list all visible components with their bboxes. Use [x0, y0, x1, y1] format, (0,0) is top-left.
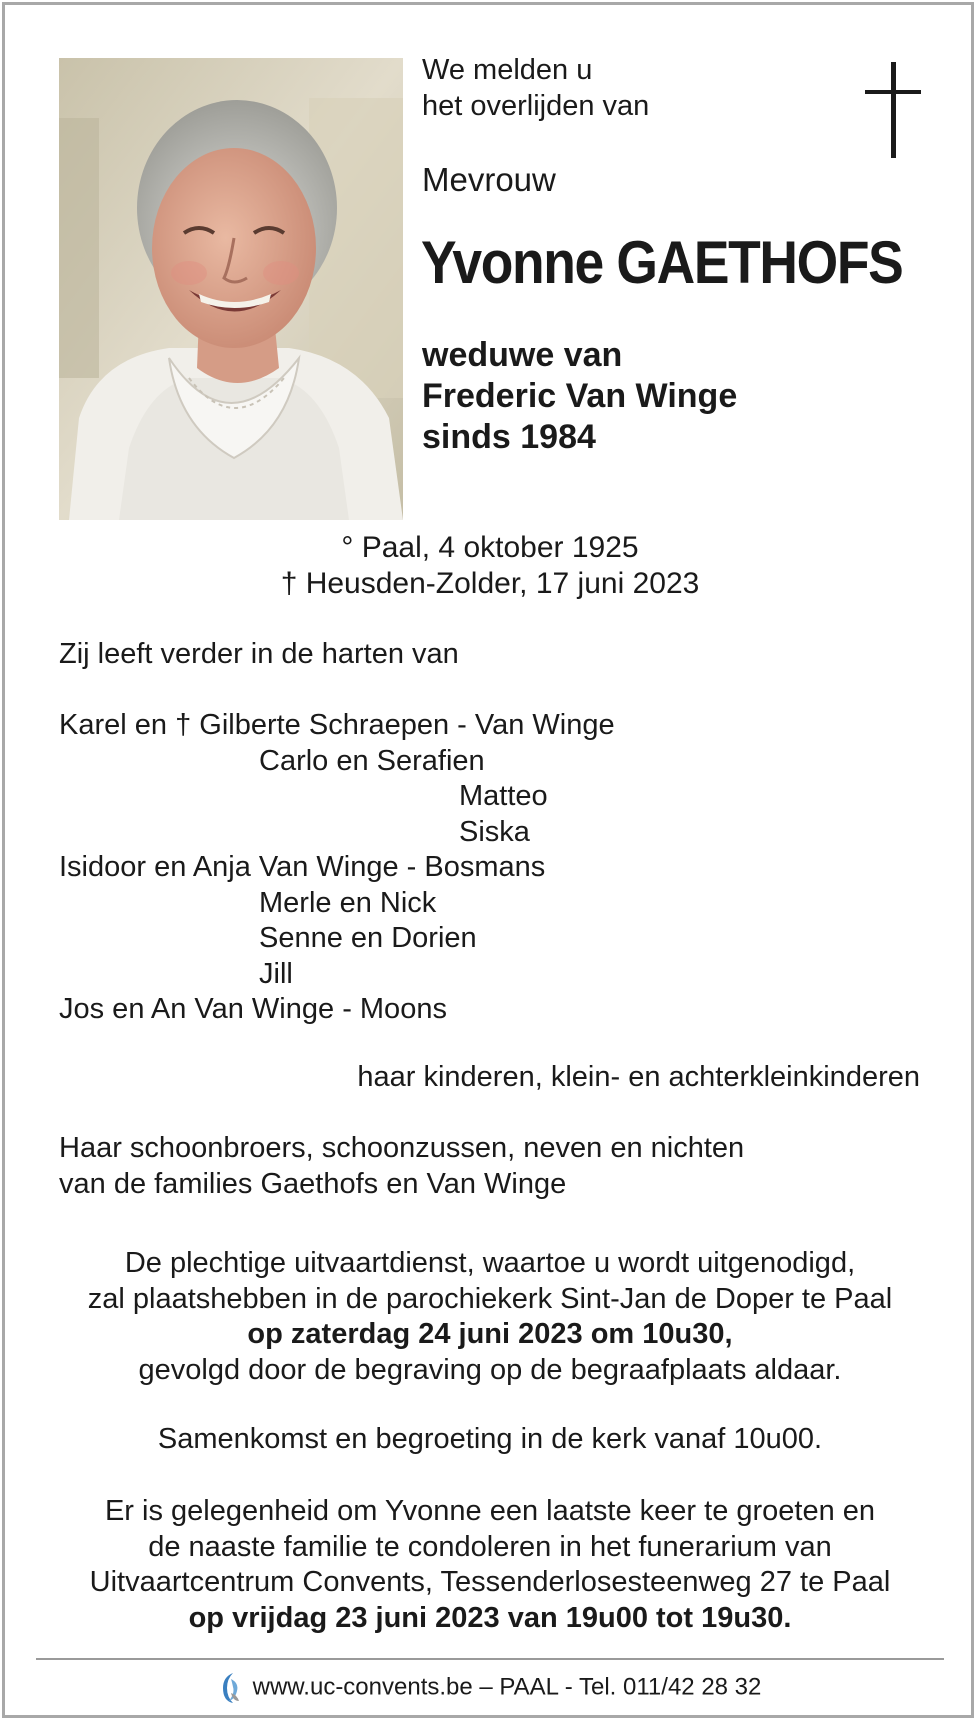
- service-line-1: De plechtige uitvaartdienst, waartoe u wordt uitgenodigd,: [124, 1247, 856, 1279]
- intro-line-2: het overlijden van: [422, 90, 650, 122]
- portrait-photo: [59, 58, 403, 520]
- service-line-2: zal plaatshebben in de parochiekerk Sint-Jan de Doper te Paal: [87, 1282, 893, 1315]
- family-member: Isidoor en Anja Van Winge - Bosmans: [59, 851, 546, 883]
- family-member: Carlo en Serafien: [259, 744, 485, 777]
- service-date: op zaterdag 24 juni 2023 om 10u30,: [247, 1318, 733, 1350]
- family-member: Karel en † Gilberte Schraepen - Van Winge: [59, 709, 615, 741]
- funeral-home-logo-icon: [219, 1671, 243, 1705]
- birth-date: ° Paal, 4 oktober 1925: [341, 531, 639, 564]
- family-member: Matteo: [459, 780, 548, 812]
- cross-icon: [865, 62, 921, 158]
- spouse-info: [422, 335, 737, 458]
- relatives-text: [59, 1131, 744, 1202]
- death-date: † Heusden-Zolder, 17 juni 2023: [280, 567, 700, 600]
- footer-contact: www.uc-convents.be – PAAL - Tel. 011/42 28 32: [252, 1673, 762, 1701]
- announcement-intro: [422, 52, 649, 124]
- title-prefix: Mevrouw: [422, 161, 556, 198]
- family-list: [59, 708, 615, 1028]
- footer-divider: [36, 1658, 944, 1660]
- viewing-date: op vrijdag 23 juni 2023 van 19u00 tot 19u30.: [188, 1601, 792, 1634]
- intro-line-1: We melden u: [422, 54, 593, 86]
- family-member: Jos en An Van Winge - Moons: [59, 993, 447, 1025]
- family-member: Merle en Nick: [259, 886, 437, 919]
- life-dates: [0, 530, 980, 602]
- relatives-line-2: van de families Gaethofs en Van Winge: [59, 1167, 567, 1200]
- viewing-line-1: Er is gelegenheid om Yvonne een laatste keer te groeten en: [104, 1495, 876, 1527]
- viewing-line-3: Uitvaartcentrum Convents, Tessenderlosesteenweg 27 te Paal: [89, 1566, 891, 1598]
- family-summary: haar kinderen, klein- en achterkleinkinderen: [357, 1061, 920, 1093]
- funeral-service-info: [0, 1246, 980, 1388]
- deceased-name: Yvonne GAETHOFS: [421, 229, 903, 296]
- spouse-line-1: weduwe van: [422, 336, 623, 374]
- service-line-4: gevolgd door de begraving op de begraafplaats aldaar.: [138, 1353, 842, 1386]
- viewing-info: [0, 1494, 980, 1636]
- spouse-line-3: sinds 1984: [422, 418, 596, 456]
- spouse-line-2: Frederic Van Winge: [422, 377, 738, 415]
- lives-on-text: Zij leeft verder in de harten van: [59, 638, 459, 670]
- family-member: Siska: [459, 815, 530, 848]
- relatives-line-1: Haar schoonbroers, schoonzussen, neven en nichten: [59, 1132, 745, 1164]
- gathering-text: Samenkomst en begroeting in de kerk vanaf 10u00.: [157, 1423, 823, 1455]
- viewing-line-2: de naaste familie te condoleren in het funerarium van: [148, 1530, 832, 1563]
- family-member: Jill: [259, 957, 293, 990]
- footer: [0, 1668, 980, 1707]
- family-member: Senne en Dorien: [259, 922, 477, 954]
